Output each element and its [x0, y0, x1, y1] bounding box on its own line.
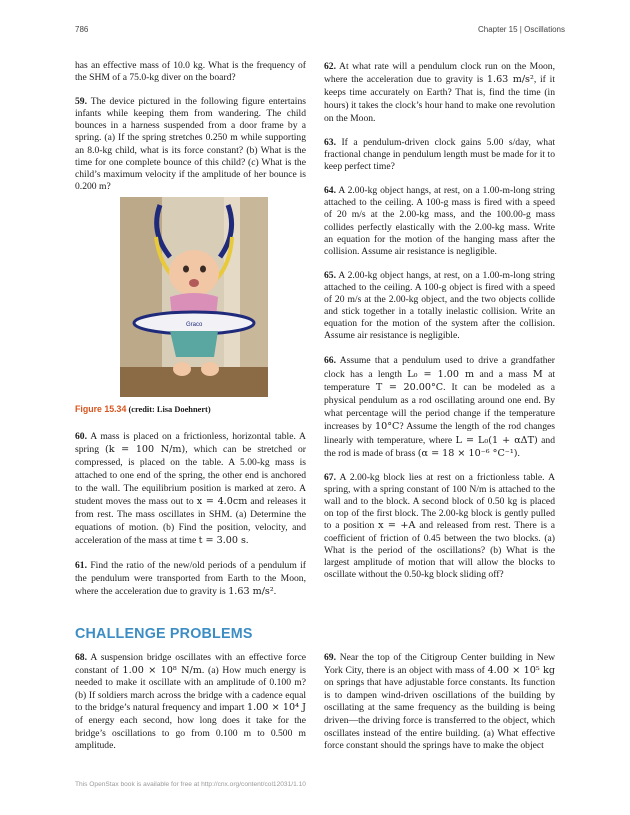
chapter-title: Chapter 15 | Oscillations	[478, 25, 566, 34]
problem-text: at temperature	[324, 368, 555, 393]
right-column	[324, 60, 555, 593]
problem-67	[324, 472, 555, 581]
problem-text: and releases it from rest. The mass oscillates in SHM. (a) Determine the equations of motion. (b) Find the position, velocity, and acceleration of the mass at time	[75, 496, 307, 547]
problem-text: and the rod is made of brass	[324, 434, 555, 459]
math-expression: T = 20.00°C	[375, 381, 444, 393]
problem-69	[324, 652, 555, 753]
problem-61	[75, 559, 306, 598]
problem-text: .	[273, 586, 277, 598]
math-expression: 1.63 m/s²	[486, 74, 534, 85]
problem-text: of energy each second, how long does it take for the bridge’s oscillations to go from 0.100 m to 0.500 m amplitude.	[75, 714, 306, 752]
figure-credit: (credit: Lisa Doehnert)	[128, 404, 211, 414]
problem-text: A suspension bridge oscillates with an effective force constant of	[75, 652, 306, 676]
problem-text: A 2.00-kg object hangs, at rest, on a 1.00-m-long string attached to the ceiling. A 100-g object is fired with a speed of 20 m/s at the 2.00-kg object, and the two objects collide and stick together in a totally inelastic collision. Write an equation for the motion of the system after the collision. Assume air resistance is negligible.	[324, 269, 555, 342]
problem-text: A 2.00-kg object hangs, at rest, on a 1.00-m-long string attached to the ceiling. A 100-g mass is fired with a speed of 20 m/s at the 2.00-kg mass, and the 100.00-g mass collides perfectly elastically with the 2.00-kg mass. Write an equation for the motion of the hanging mass after the collision. Assume air resistance is negligible.	[324, 185, 555, 257]
left-column	[75, 60, 306, 610]
problem-text: Find the ratio of the new/old periods of a pendulum if the pendulum were transported from Earth to the Moon, where the acceleration due to gravity is	[75, 560, 306, 598]
problem-text: A 2.00-kg block lies at rest on a frictionless table. A spring, with a spring constant of 100 N/m is attached to the wall and to the block. A second block of 0.50 kg is placed on top of the first block. The 2.00-kg block is gently pulled to a position	[324, 472, 556, 532]
problem-number: 61.	[75, 560, 87, 572]
problem-66	[324, 354, 555, 460]
math-expression: M	[532, 368, 543, 380]
problem-text: and released from rest. There is a coefficient of friction of 0.45 between the two blocks. (a) What is the period of the oscillations? (b) What is the largest amplitude of motion that will allow the blocks to oscillate without the 0.50-kg block sliding off?	[324, 520, 556, 580]
problem-text: A mass is placed on a frictionless, horizontal table. A spring	[75, 431, 306, 456]
math-expression: 4.00 × 10⁵ kg	[487, 664, 555, 676]
problem-68	[75, 652, 306, 753]
problem-number: 69.	[324, 652, 336, 663]
problem-text: At what rate will a pendulum clock run on the Moon, where the acceleration due to gravity is	[324, 61, 555, 85]
problem-63	[324, 137, 555, 173]
challenge-right-column	[324, 652, 555, 765]
section-heading: CHALLENGE PROBLEMS	[75, 626, 253, 642]
math-expression: t = 3.00 s	[198, 535, 246, 547]
math-expression: L = L₀(1 + αΔT)	[455, 434, 538, 446]
math-expression: x = +A	[378, 520, 416, 532]
problem-number: 67.	[324, 472, 336, 484]
problem-text: Assume that a pendulum used to drive a grandfather clock has a length	[324, 355, 555, 380]
problem-text: .	[517, 447, 520, 459]
problem-58-tail: has an effective mass of 10.0 kg. What is the frequency of the SHM of a 75.0-kg diver on the board?	[75, 60, 306, 84]
challenge-left-column	[75, 652, 306, 765]
page-number: 786	[75, 25, 89, 34]
math-expression: 1.00 × 10⁴ J	[247, 702, 306, 714]
math-expression: x = 4.0cm	[196, 496, 248, 508]
math-expression: 10°C	[375, 421, 400, 433]
problem-text: on springs that have adjustable force constants. Its function is to dampen wind-driven oscillations of the building by oscillating at the same frequency as the building is being driven—the driving force is transferred to the object, which oscillates instead of the entire building. (a) What effective force constant should the springs have to make the object	[324, 677, 555, 752]
problem-text: The device pictured in the following figure entertains infants while keeping them from wandering. The child bounces in a harness suspended from a door frame by a spring. (a) If the spring stretches 0.250 m while supporting an 8.0-kg child, what is its force constant? (b) What is the time for one complete bounce of this child? (c) What is the child’s maximum velocity if the amplitude of her bounce is 0.200 m?	[75, 96, 306, 192]
harness-label: Graco	[186, 321, 203, 328]
figure-label: Figure 15.34	[75, 403, 127, 414]
problem-number: 60.	[75, 431, 87, 443]
problem-number: 66.	[324, 355, 336, 367]
problem-text: If a pendulum-driven clock gains 5.00 s/day, what fractional change in pendulum length must be made for it to keep perfect time?	[324, 137, 555, 173]
problem-number: 62.	[324, 61, 336, 72]
problem-59	[75, 96, 306, 193]
math-expression: 1.00 × 10⁸ N/m	[122, 664, 202, 676]
problem-text: ? Assume the length of the rod changes linearly with temperature, where	[324, 421, 556, 446]
problem-text: .	[245, 535, 249, 547]
page-footer: This OpenStax book is available for free at http://cnx.org/content/col12031/1.10	[75, 781, 306, 788]
problem-number: 59.	[75, 96, 87, 108]
problem-text: . It can be modeled as a physical pendulum as a rod oscillating around one end. By what percentage will the period change if the temperature increases by	[324, 381, 555, 433]
problem-62	[324, 60, 555, 125]
problem-text: , if it keeps time accurately on Earth? That is, find the time (in hours) it takes the clock’s hour hand to make one revolution on the Moon.	[324, 74, 555, 124]
photo-illustration	[120, 197, 268, 397]
math-expression: 1.63 m/s²	[228, 586, 274, 598]
math-expression: (α = 18 × 10⁻⁶ °C⁻¹)	[417, 447, 518, 459]
problem-text: , which can be stretched or compressed, is placed on the table. A 5.00-kg mass is attached to one end of the spring, the other end is anchored to the wall. The equilibrium position is marked at zero. A student moves the mass out to	[75, 444, 306, 508]
problem-65	[324, 270, 555, 343]
problem-number: 63.	[324, 137, 336, 148]
problem-60	[75, 430, 306, 547]
problem-text: Near the top of the Citigroup Center building in New York City, there is an object with mass of	[324, 652, 556, 676]
problem-64	[324, 185, 555, 258]
math-expression: L₀ = 1.00 m	[407, 368, 475, 380]
problem-text: . (a) How much energy is needed to make it oscillate with an amplitude of 0.100 m? (b) If soldiers march across the bridge with a cadence equal to the bridge’s natural frequency and impart	[75, 664, 306, 714]
figure-caption	[75, 403, 306, 416]
math-expression: (k = 100 N/m)	[104, 444, 186, 456]
baby-jumper-photo	[120, 197, 268, 397]
problem-number: 68.	[75, 652, 87, 663]
problem-text: and a mass	[479, 368, 528, 380]
problem-number: 64.	[324, 185, 336, 197]
problem-number: 65.	[324, 269, 336, 281]
